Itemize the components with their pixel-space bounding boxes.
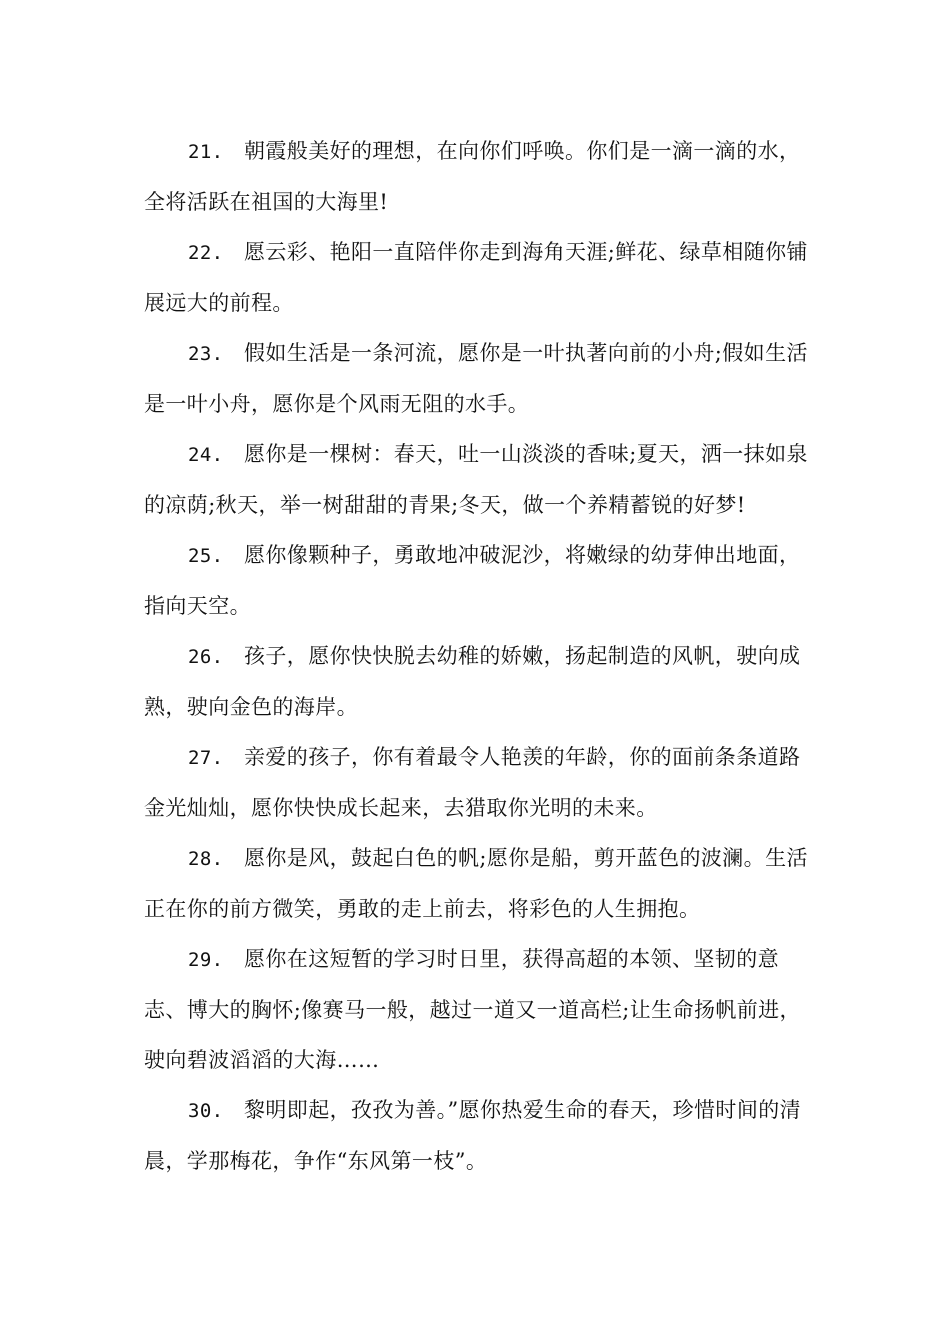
list-item: [144, 631, 808, 732]
item-number: 22.: [188, 242, 224, 264]
item-text: 亲爱的孩子，你有着最令人艳羡的年龄，你的面前条条道路金光灿灿，愿你快快成长起来，去猎取你光明的未来。: [144, 745, 801, 820]
list-item: [144, 732, 808, 833]
list-item: [144, 934, 808, 1085]
item-number: 21.: [188, 141, 224, 163]
item-text: 愿你在这短暂的学习时日里，获得高超的本领、坚韧的意志、博大的胸怀;像赛马一般，越过一道又一道高栏;让生命扬帆前进，驶向碧波滔滔的大海……: [144, 947, 801, 1072]
list-item: [144, 530, 808, 631]
item-number: 23.: [188, 343, 224, 365]
item-text: 假如生活是一条河流，愿你是一叶执著向前的小舟;假如生活是一叶小舟，愿你是个风雨无阻的水手。: [144, 341, 808, 416]
item-number: 27.: [188, 747, 224, 769]
item-text: 朝霞般美好的理想，在向你们呼唤。你们是一滴一滴的水，全将活跃在祖国的大海里!: [144, 139, 801, 214]
item-number: 24.: [188, 444, 224, 466]
item-text: 黎明即起，孜孜为善。”愿你热爱生命的春天，珍惜时间的清晨，学那梅花，争作“东风第一枝”。: [144, 1098, 802, 1173]
item-number: 26.: [188, 646, 224, 668]
list-item: [144, 328, 808, 429]
item-text: 愿你是一棵树：春天，吐一山淡淡的香味;夏天，洒一抹如泉的凉荫;秋天，举一树甜甜的青果;冬天，做一个养精蓄锐的好梦!: [144, 442, 808, 517]
item-number: 29.: [188, 949, 224, 971]
item-text: 孩子，愿你快快脱去幼稚的娇嫩，扬起制造的风帆，驶向成熟，驶向金色的海岸。: [144, 644, 801, 719]
item-number: 30.: [188, 1100, 224, 1122]
list-item: [144, 227, 808, 328]
item-text: 愿你是风，鼓起白色的帆;愿你是船，剪开蓝色的波澜。生活正在你的前方微笑，勇敢的走上前去，将彩色的人生拥抱。: [144, 846, 808, 921]
item-text: 愿云彩、艳阳一直陪伴你走到海角天涯;鲜花、绿草相随你铺展远大的前程。: [144, 240, 808, 315]
list-item: [144, 126, 808, 227]
item-number: 25.: [188, 545, 224, 567]
list-item: [144, 1085, 808, 1186]
item-number: 28.: [188, 848, 224, 870]
list-item: [144, 429, 808, 530]
document-body: [144, 126, 808, 1186]
list-item: [144, 833, 808, 934]
item-text: 愿你像颗种子，勇敢地冲破泥沙，将嫩绿的幼芽伸出地面，指向天空。: [144, 543, 801, 618]
